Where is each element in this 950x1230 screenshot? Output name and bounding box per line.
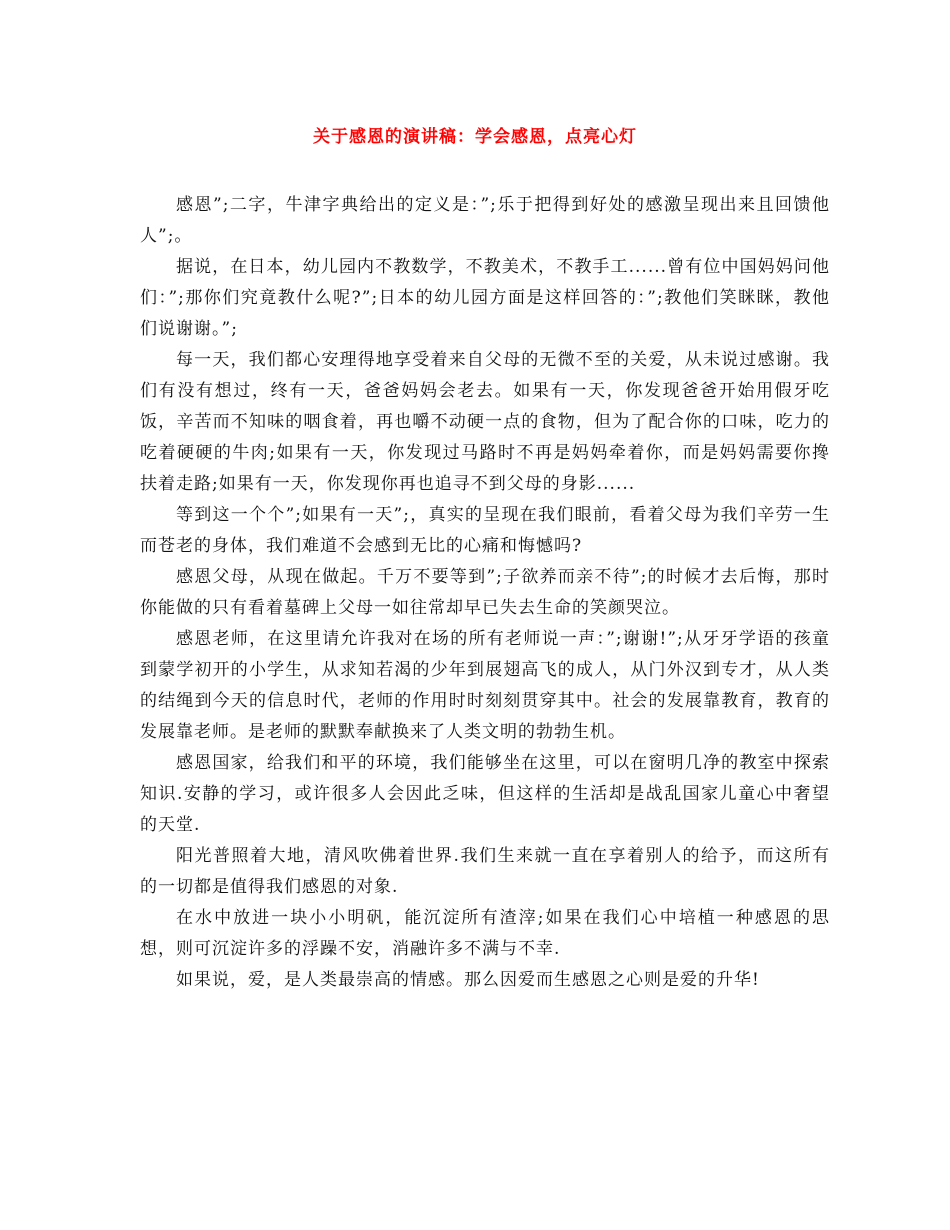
paragraph-5: 感恩父母，从现在做起。千万不要等到”;子欲养而亲不待”;的时候才去后悔，那时你能做的只有看着墓碑上父母一如往常却早已失去生命的笑颜哭泣。 (140, 567, 830, 618)
paragraph-10: 如果说，爱，是人类最崇高的情感。那么因爱而生感恩之心则是爱的升华! (176, 970, 760, 990)
paragraph-3: 每一天，我们都心安理得地享受着来自父母的无微不至的关爱，从未说过感谢。我们有没有想过，终有一天，爸爸妈妈会老去。如果有一天，你发现爸爸开始用假牙吃饭，辛苦而不知味的咽食着，再也嚼不动硬一点的食物，但为了配合你的口味，吃力的吃着硬硬的牛肉;如果有一天，你发现过马路时不再是妈妈牵着你，而是妈妈需要你搀扶着走路;如果有一天，你发现你再也追寻不到父母的身影...... (140, 350, 830, 494)
document-body (140, 190, 830, 996)
paragraph-4: 等到这一个个”;如果有一天”;，真实的呈现在我们眼前，看着父母为我们辛劳一生而苍老的身体，我们难道不会感到无比的心痛和悔憾吗? (140, 505, 830, 556)
paragraph-1: 感恩”;二字，牛津字典给出的定义是：”;乐于把得到好处的感激呈现出来且回馈他人”;。 (140, 195, 830, 246)
paragraph-6: 感恩老师，在这里请允许我对在场的所有老师说一声：”;谢谢!”;从牙牙学语的孩童到蒙学初开的小学生，从求知若渴的少年到展翅高飞的成人，从门外汉到专才，从人类的结绳到今天的信息时代，老师的作用时时刻刻贯穿其中。社会的发展靠教育，教育的发展靠老师。是老师的默默奉献换来了人类文明的勃勃生机。 (140, 629, 830, 742)
paragraph-2: 据说，在日本，幼儿园内不教数学，不教美术，不教手工......曾有位中国妈妈问他们：”;那你们究竟教什么呢?”;日本的幼儿园方面是这样回答的：”;教他们笑眯眯，教他们说谢谢。”; (140, 257, 830, 339)
paragraph-8: 阳光普照着大地，清风吹佛着世界.我们生来就一直在享着别人的给予，而这所有的一切都是值得我们感恩的对象. (140, 846, 830, 897)
paragraph-7: 感恩国家，给我们和平的环境，我们能够坐在这里，可以在窗明几净的教室中探索知识.安静的学习，或许很多人会因此乏味，但这样的生活却是战乱国家儿童心中奢望的天堂. (140, 753, 830, 835)
document-title: 关于感恩的演讲稿：学会感恩，点亮心灯 (313, 127, 637, 147)
paragraph-9: 在水中放进一块小小明矾，能沉淀所有渣滓;如果在我们心中培植一种感恩的思想，则可沉淀许多的浮躁不安，消融许多不满与不幸. (140, 908, 830, 959)
